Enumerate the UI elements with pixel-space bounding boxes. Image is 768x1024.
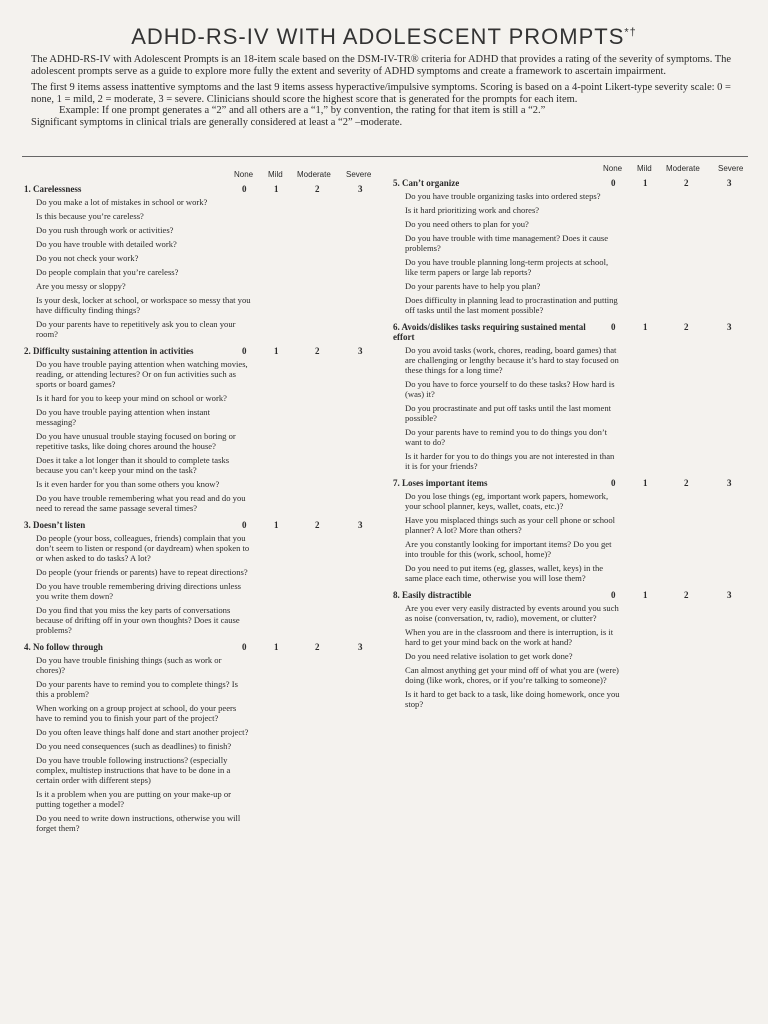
prompt-question: Are you messy or sloppy? — [36, 281, 126, 291]
prompt-question: Do you have trouble remembering driving directions unless you write them down? — [36, 581, 242, 601]
prompt-question: Does it take a lot longer than it should to complete tasks because you can’t keep your mind on the task? — [36, 455, 230, 475]
score-option[interactable]: 2 — [684, 178, 689, 188]
item-block — [24, 184, 394, 339]
prompt-question: Do you procrastinate and put off tasks until the last moment possible? — [405, 403, 612, 423]
item-block — [393, 590, 763, 709]
score-option[interactable]: 2 — [684, 322, 689, 332]
item-title: 8. Easily distractible — [393, 590, 472, 600]
prompt-question: Do your parents have to help you plan? — [405, 281, 541, 291]
prompt-question: Do you often leave things half done and start another project? — [36, 727, 249, 737]
score-option[interactable]: 0 — [242, 520, 247, 530]
score-option[interactable]: 1 — [643, 478, 648, 488]
prompt-question: When working on a group project at school, do your peers have to remind you to finish your part of the project? — [36, 703, 237, 723]
score-option[interactable]: 2 — [315, 520, 320, 530]
prompt-question: Do your parents have to remind you to complete things? Is this a problem? — [36, 679, 238, 699]
item-title: 7. Loses important items — [393, 478, 488, 488]
item-title: 5. Can’t organize — [393, 178, 460, 188]
item-block — [24, 346, 394, 513]
prompt-question: Is it hard prioritizing work and chores? — [405, 205, 540, 215]
scale-header — [393, 164, 763, 178]
prompt-question: Do you have trouble planning long-term projects at school, like term papers or large lab reports? — [405, 257, 609, 277]
scale-none-label: None — [603, 164, 623, 173]
prompt-question: Do people complain that you’re careless? — [36, 267, 179, 277]
score-option[interactable]: 3 — [358, 520, 363, 530]
intro-text — [31, 54, 743, 133]
prompt-question: Is it hard for you to keep your mind on school or work? — [36, 393, 227, 403]
score-option[interactable]: 0 — [242, 346, 247, 356]
item-title: 6. Avoids/dislikes tasks requiring sustained mental effort — [393, 322, 586, 342]
prompt-question: Do you need consequences (such as deadlines) to finish? — [36, 741, 232, 751]
prompt-question: Do you find that you miss the key parts of conversations because of drifting off in your own thoughts? Does it cause problems? — [36, 605, 240, 635]
score-option[interactable]: 3 — [358, 184, 363, 194]
score-option[interactable]: 0 — [242, 642, 247, 652]
prompt-question: Is it a problem when you are putting on your make-up or putting together a model? — [36, 789, 231, 809]
score-option[interactable]: 1 — [643, 178, 648, 188]
score-option[interactable]: 0 — [242, 184, 247, 194]
prompt-list — [24, 359, 251, 513]
page-title: ADHD-RS-IV WITH ADOLESCENT PROMPTS*† — [131, 24, 637, 49]
score-option[interactable]: 1 — [274, 520, 279, 530]
prompt-question: Do you have trouble remembering what you read and do you need to reread the same passage several times? — [36, 493, 246, 513]
prompt-question: Do you not check your work? — [36, 253, 139, 263]
score-option[interactable]: 0 — [611, 178, 616, 188]
score-option[interactable]: 0 — [611, 478, 616, 488]
scale-mild-label: Mild — [637, 164, 652, 173]
prompt-question: Does difficulty in planning lead to procrastination and putting off tasks until the last moment possible? — [405, 295, 618, 315]
scale-severe-label: Severe — [718, 164, 744, 173]
item-block — [24, 520, 394, 635]
item-block — [393, 178, 763, 315]
prompt-list — [393, 191, 620, 315]
score-option[interactable]: 2 — [315, 346, 320, 356]
left-column — [24, 170, 394, 840]
item-block — [24, 642, 394, 833]
prompt-question: Are you ever very easily distracted by events around you such as noise (conversation, tv, radio), movement, or clutter? — [405, 603, 619, 623]
score-option[interactable]: 1 — [274, 346, 279, 356]
prompt-question: Do you rush through work or activities? — [36, 225, 174, 235]
prompt-question: When you are in the classroom and there is interruption, is it hard to get your mind back on the work at hand? — [405, 627, 614, 647]
scale-moderate-label: Moderate — [297, 170, 331, 179]
prompt-question: Do your parents have to remind you to do things you don’t want to do? — [405, 427, 608, 447]
score-option[interactable]: 3 — [358, 346, 363, 356]
prompt-question: Have you misplaced things such as your cell phone or school planner? A lot? More than others? — [405, 515, 616, 535]
item-title: 1. Carelessness — [24, 184, 82, 194]
item-block — [393, 478, 763, 583]
score-option[interactable]: 2 — [315, 642, 320, 652]
score-option[interactable]: 0 — [611, 322, 616, 332]
prompt-question: Do you have to force yourself to do these tasks? How hard is (was) it? — [405, 379, 615, 399]
score-option[interactable]: 1 — [274, 184, 279, 194]
prompt-list — [393, 603, 620, 709]
score-option[interactable]: 3 — [727, 178, 732, 188]
prompt-question: Do you have trouble paying attention when instant messaging? — [36, 407, 210, 427]
prompt-question: Do you have trouble organizing tasks into ordered steps? — [405, 191, 601, 201]
divider — [22, 156, 748, 157]
item-block — [393, 322, 763, 471]
right-column — [393, 164, 763, 716]
prompt-question: Is your desk, locker at school, or workspace so messy that you have difficulty finding things? — [36, 295, 251, 315]
prompt-question: Is this because you’re careless? — [36, 211, 144, 221]
prompt-list — [24, 655, 251, 833]
scale-moderate-label: Moderate — [666, 164, 700, 173]
scale-severe-label: Severe — [346, 170, 372, 179]
prompt-question: Are you constantly looking for important items? Do you get into trouble for this (work, school, home)? — [405, 539, 612, 559]
intro-paragraph-2: The first 9 items assess inattentive symptoms and the last 9 items assess hyperactive/impulsive symptoms. Scoring is based on a 4-point Likert-type severity scale: 0 = none, 1 = mild, 2 = moderate, 3 = severe. Clinicians should score the highest score that is generated for the prompts for each item. — [31, 82, 731, 105]
item-title: 4. No follow through — [24, 642, 103, 652]
prompt-list — [24, 533, 251, 635]
item-title: 2. Difficulty sustaining attention in activities — [24, 346, 194, 356]
prompt-question: Do you have trouble finishing things (such as work or chores)? — [36, 655, 222, 675]
prompt-question: Do you lose things (eg, important work papers, homework, your school planner, keys, wallet, coats, etc.)? — [405, 491, 609, 511]
score-option[interactable]: 1 — [643, 590, 648, 600]
prompt-question: Do you have trouble paying attention when watching movies, reading, or attending lectures? Or on fun activities such as sports or board games? — [36, 359, 248, 389]
title-footnote-marks: *† — [624, 26, 637, 39]
intro-example: Example: If one prompt generates a “2” and all others are a “1,” by convention, the rating for that item is still a “2.” — [59, 105, 546, 116]
prompt-question: Do you have trouble with detailed work? — [36, 239, 177, 249]
intro-paragraph-3: Significant symptoms in clinical trials are generally considered at least a “2” –moderate. — [31, 116, 403, 128]
prompt-question: Do your parents have to repetitively ask you to clean your room? — [36, 319, 236, 339]
prompt-question: Do people (your friends or parents) have to repeat directions? — [36, 567, 248, 577]
score-option[interactable]: 2 — [315, 184, 320, 194]
score-option[interactable]: 1 — [643, 322, 648, 332]
prompt-question: Do you have unusual trouble staying focused on boring or repetitive tasks, like doing chores around the house? — [36, 431, 236, 451]
prompt-question: Do you have trouble following instructions? (especially complex, multistep instructions that have to be done in a certain order with different steps) — [36, 755, 231, 785]
prompt-question: Do you need others to plan for you? — [405, 219, 529, 229]
score-option[interactable]: 3 — [358, 642, 363, 652]
prompt-question: Do you need relative isolation to get work done? — [405, 651, 573, 661]
prompt-question: Do you have trouble with time management? Does it cause problems? — [405, 233, 609, 253]
prompt-list — [24, 197, 251, 339]
scale-none-label: None — [234, 170, 254, 179]
prompt-question: Do you need to write down instructions, otherwise you will forget them? — [36, 813, 241, 833]
score-option[interactable]: 2 — [684, 478, 689, 488]
prompt-list — [393, 345, 620, 471]
prompt-question: Do you need to put items (eg, glasses, wallet, keys) in the same place each time, otherwise you will lose them? — [405, 563, 604, 583]
score-option[interactable]: 0 — [611, 590, 616, 600]
prompt-question: Can almost anything get your mind off of what you are (were) doing (like work, chores, or if you’re talking to someone)? — [405, 665, 619, 685]
prompt-question: Do you make a lot of mistakes in school or work? — [36, 197, 208, 207]
score-option[interactable]: 1 — [274, 642, 279, 652]
prompt-list — [393, 491, 620, 583]
prompt-question: Is it hard to get back to a task, like doing homework, once you stop? — [405, 689, 620, 709]
score-option[interactable]: 3 — [727, 590, 732, 600]
score-option[interactable]: 3 — [727, 478, 732, 488]
prompt-question: Is it even harder for you than some others you know? — [36, 479, 220, 489]
scale-header — [24, 170, 394, 184]
prompt-question: Do people (your boss, colleagues, friends) complain that you don’t seem to listen or respond (or daydream) when spoken to or when asked to do tasks? A lot? — [36, 533, 250, 563]
prompt-question: Do you avoid tasks (work, chores, reading, board games) that are challenging or lengthy because it’s hard to stay focused on these things for a long time? — [405, 345, 619, 375]
prompt-question: Is it harder for you to do things you are not interested in than it is for your friends? — [405, 451, 615, 471]
score-option[interactable]: 3 — [727, 322, 732, 332]
item-title: 3. Doesn’t listen — [24, 520, 86, 530]
scale-mild-label: Mild — [268, 170, 283, 179]
intro-paragraph-1: The ADHD-RS-IV with Adolescent Prompts is an 18-item scale based on the DSM-IV-TR® criteria for ADHD that provides a rating of the severity of symptoms. The adolescent prompts serve as a guide to explore more fully the extent and severity of ADHD symptoms and create a framework to ascertain impairment. — [31, 54, 732, 77]
score-option[interactable]: 2 — [684, 590, 689, 600]
